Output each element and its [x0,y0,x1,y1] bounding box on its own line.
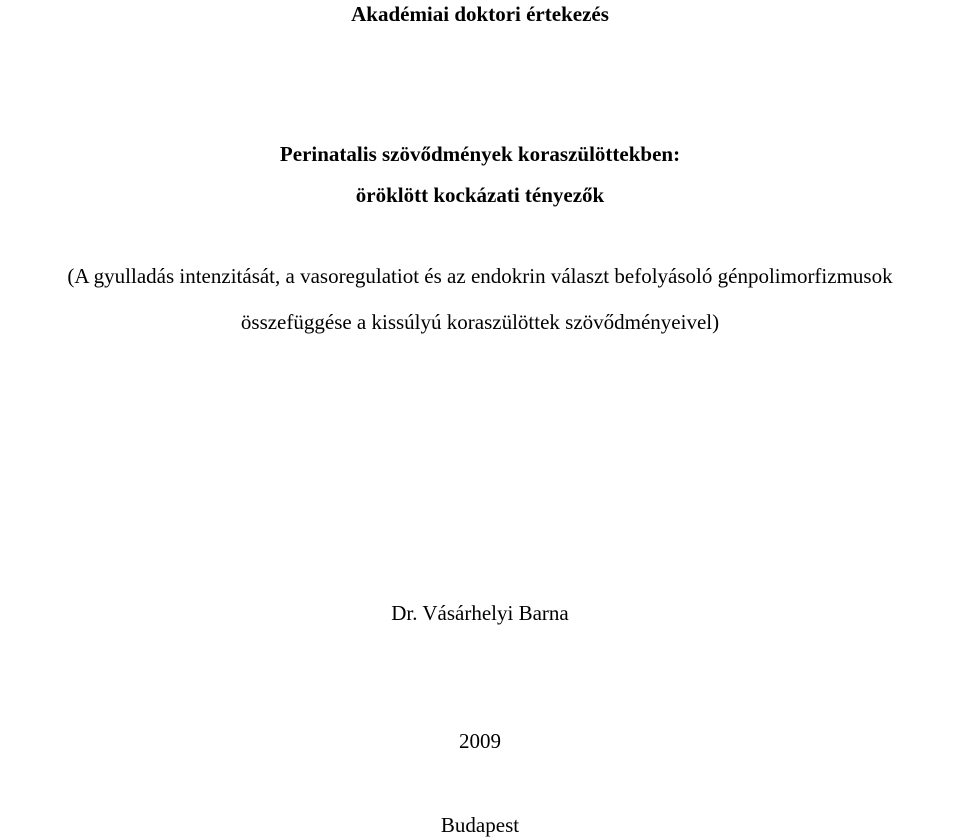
author-name: Dr. Vásárhelyi Barna [391,601,569,625]
publication-city: Budapest [440,813,520,837]
title-line-1: Perinatalis szövődmények koraszülöttekben: [279,142,681,166]
subtitle-line-1: (A gyulladás intenzitását, a vasoregulatiot és az endokrin választ befolyásoló génpolimorfizmusok [67,264,893,288]
publication-year: 2009 [459,729,501,753]
subtitle-line-2: összefüggése a kissúlyú koraszülöttek szövődményeivel) [240,310,720,334]
title-line-2: öröklött kockázati tényezők [355,183,605,207]
document-header: Akadémiai doktori értekezés [351,2,609,26]
